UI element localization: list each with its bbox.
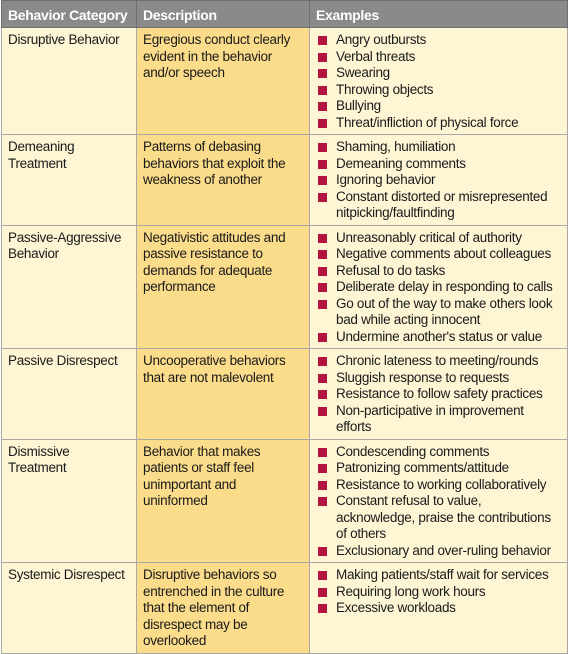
example-text: Shaming, humiliation xyxy=(336,139,456,154)
category-cell: Systemic Disrespect xyxy=(2,563,137,654)
example-item xyxy=(316,477,561,494)
example-item xyxy=(316,139,561,156)
square-bullet-icon xyxy=(318,102,327,111)
example-item xyxy=(316,493,561,543)
example-item xyxy=(316,98,561,115)
behavior-category-table xyxy=(1,0,568,654)
square-bullet-icon xyxy=(318,143,327,152)
table-row xyxy=(2,28,568,135)
square-bullet-icon xyxy=(318,267,327,276)
square-bullet-icon xyxy=(318,571,327,580)
example-item xyxy=(316,49,561,66)
table-row xyxy=(2,439,568,563)
square-bullet-icon xyxy=(318,481,327,490)
example-text: Deliberate delay in responding to calls xyxy=(336,279,553,294)
example-text: Threat/infliction of physical force xyxy=(336,114,519,130)
square-bullet-icon xyxy=(318,69,327,78)
square-bullet-icon xyxy=(318,53,327,62)
example-item xyxy=(316,279,561,296)
example-text: Ignoring behavior xyxy=(336,172,436,187)
examples-cell xyxy=(310,135,568,226)
table-row xyxy=(2,135,568,226)
example-text: Requiring long work hours xyxy=(336,583,486,599)
square-bullet-icon xyxy=(318,250,327,259)
table-row xyxy=(2,349,568,440)
description-cell: Negativistic attitudes and passive resistance to demands for adequate performance xyxy=(137,225,310,349)
example-item xyxy=(316,189,561,222)
table-row xyxy=(2,563,568,654)
category-cell: Dismissive Treatment xyxy=(2,439,137,563)
example-item xyxy=(316,65,561,82)
square-bullet-icon xyxy=(318,119,327,128)
example-item xyxy=(316,353,561,370)
example-text: Sluggish response to requests xyxy=(336,369,509,385)
examples-list xyxy=(316,353,561,436)
example-text: Negative comments about colleagues xyxy=(336,246,551,261)
square-bullet-icon xyxy=(318,390,327,399)
example-item xyxy=(316,386,561,403)
examples-cell xyxy=(310,563,568,654)
examples-list xyxy=(316,444,561,560)
square-bullet-icon xyxy=(318,193,327,202)
example-text: Resistance to follow safety practices xyxy=(336,386,543,401)
example-item xyxy=(316,370,561,387)
example-text: Throwing objects xyxy=(336,81,434,97)
example-item xyxy=(316,403,561,436)
example-item xyxy=(316,460,561,477)
example-item xyxy=(316,567,561,584)
category-cell: Passive-Aggressive Behavior xyxy=(2,225,137,349)
category-cell: Demeaning Treatment xyxy=(2,135,137,226)
example-item xyxy=(316,600,561,617)
example-item xyxy=(316,230,561,247)
example-text: Non-participative in improvement efforts xyxy=(336,402,524,434)
example-text: Exclusionary and over-ruling behavior xyxy=(336,542,551,558)
category-cell: Passive Disrespect xyxy=(2,349,137,440)
square-bullet-icon xyxy=(318,547,327,556)
description-cell: Disruptive behaviors so entrenched in the culture that the element of disrespect may be overlooked xyxy=(137,563,310,654)
square-bullet-icon xyxy=(318,234,327,243)
header-description: Description xyxy=(137,1,310,28)
example-text: Condescending comments xyxy=(336,443,490,459)
square-bullet-icon xyxy=(318,357,327,366)
square-bullet-icon xyxy=(318,333,327,342)
examples-list xyxy=(316,567,561,617)
examples-cell xyxy=(310,28,568,135)
square-bullet-icon xyxy=(318,283,327,292)
square-bullet-icon xyxy=(318,407,327,416)
description-cell: Behavior that makes patients or staff feel unimportant and uninformed xyxy=(137,439,310,563)
square-bullet-icon xyxy=(318,300,327,309)
description-cell: Egregious conduct clearly evident in the behavior and/or speech xyxy=(137,28,310,135)
square-bullet-icon xyxy=(318,448,327,457)
example-text: Go out of the way to make others look bad while acting innocent xyxy=(336,295,553,327)
example-text: Resistance to working collaboratively xyxy=(336,476,547,492)
example-text: Undermine another's status or value xyxy=(336,328,542,344)
square-bullet-icon xyxy=(318,36,327,45)
examples-list xyxy=(316,32,561,131)
example-item xyxy=(316,329,561,346)
square-bullet-icon xyxy=(318,604,327,613)
example-item xyxy=(316,156,561,173)
square-bullet-icon xyxy=(318,176,327,185)
square-bullet-icon xyxy=(318,86,327,95)
example-item xyxy=(316,296,561,329)
example-text: Angry outbursts xyxy=(336,32,427,47)
category-cell: Disruptive Behavior xyxy=(2,28,137,135)
description-cell: Patterns of debasing behaviors that exploit the weakness of another xyxy=(137,135,310,226)
example-item xyxy=(316,172,561,189)
example-text: Bullying xyxy=(336,98,381,113)
example-text: Refusal to do tasks xyxy=(336,262,446,278)
example-item xyxy=(316,32,561,49)
example-item xyxy=(316,263,561,280)
example-text: Chronic lateness to meeting/rounds xyxy=(336,353,539,368)
description-cell: Uncooperative behaviors that are not malevolent xyxy=(137,349,310,440)
example-item xyxy=(316,543,561,560)
examples-cell xyxy=(310,349,568,440)
square-bullet-icon xyxy=(318,374,327,383)
example-text: Excessive workloads xyxy=(336,600,456,615)
examples-list xyxy=(316,139,561,222)
table-row xyxy=(2,225,568,349)
example-text: Making patients/staff wait for services xyxy=(336,567,549,582)
header-examples: Examples xyxy=(310,1,568,28)
example-text: Constant refusal to value, acknowledge, praise the contributions of others xyxy=(336,493,551,541)
example-item xyxy=(316,115,561,132)
example-text: Verbal threats xyxy=(336,48,416,64)
square-bullet-icon xyxy=(318,464,327,473)
examples-cell xyxy=(310,439,568,563)
example-item xyxy=(316,246,561,263)
example-item xyxy=(316,584,561,601)
square-bullet-icon xyxy=(318,497,327,506)
example-text: Demeaning comments xyxy=(336,155,466,171)
example-text: Patronizing comments/attitude xyxy=(336,460,509,475)
examples-cell xyxy=(310,225,568,349)
examples-list xyxy=(316,230,561,346)
header-behavior-category: Behavior Category xyxy=(2,1,137,28)
behavior-table-container xyxy=(1,0,567,648)
example-item xyxy=(316,82,561,99)
square-bullet-icon xyxy=(318,160,327,169)
square-bullet-icon xyxy=(318,588,327,597)
example-text: Swearing xyxy=(336,65,390,80)
example-text: Constant distorted or misrepresented nitpicking/faultfinding xyxy=(336,188,548,220)
header-row xyxy=(2,1,568,28)
example-item xyxy=(316,444,561,461)
example-text: Unreasonably critical of authority xyxy=(336,229,522,245)
